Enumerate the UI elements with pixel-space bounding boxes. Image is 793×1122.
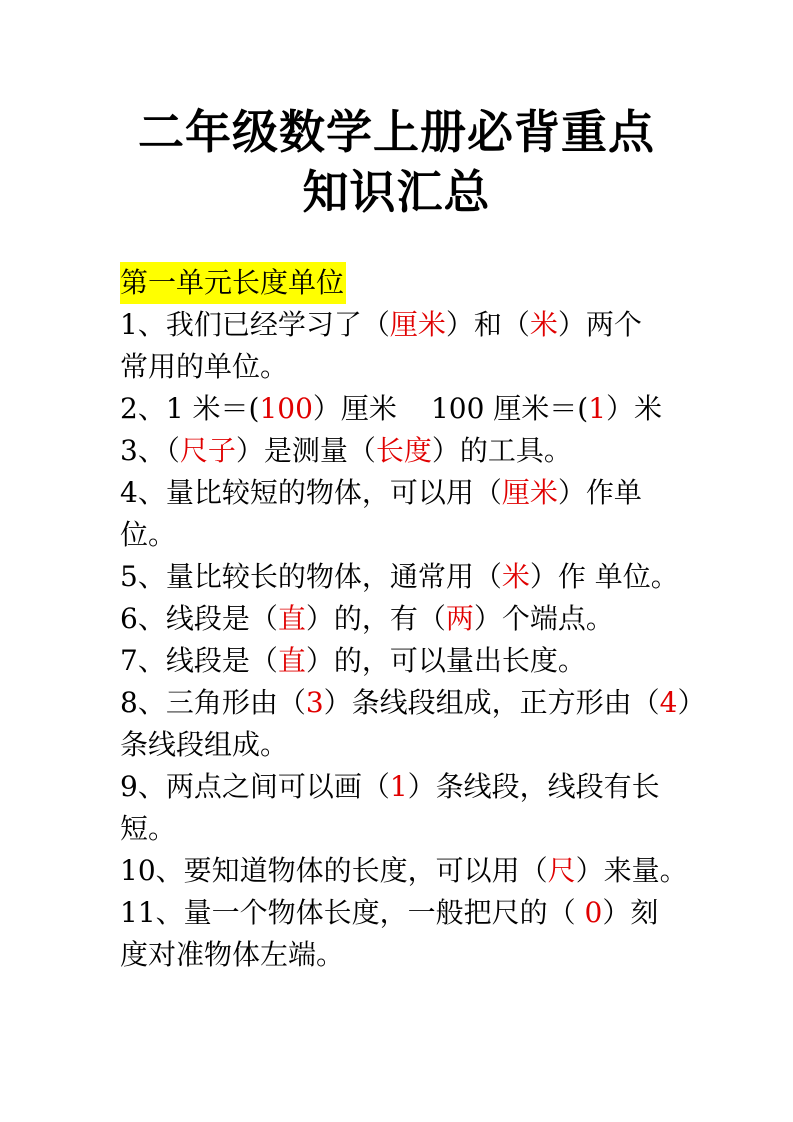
- item-2-text-a: 2、1 米＝(: [120, 392, 260, 425]
- item-2-text-c: ）厘米: [312, 392, 397, 425]
- item-1-answer-1: 厘米: [389, 308, 446, 341]
- item-2-text-f: ）米: [606, 392, 663, 425]
- item-1-text-a: 1、我们已经学习了（: [120, 308, 390, 341]
- item-2-answer-2: 1: [588, 392, 607, 425]
- section-heading: 第一单元长度单位: [120, 262, 346, 304]
- item-8-answer-1: 3: [305, 686, 324, 719]
- item-7-answer-1: 直: [277, 644, 306, 677]
- item-9-text-c: ）条线段，线段有长: [407, 770, 660, 803]
- item-7-text-c: ）的，可以量出长度。: [305, 644, 586, 677]
- item-10-text-c: ）来量。: [575, 854, 688, 887]
- item-7-text-a: 7、线段是（: [120, 644, 278, 677]
- item-8-text-c: ）条线段组成，正方形由（: [323, 686, 660, 719]
- item-5-line: [120, 556, 680, 598]
- item-9-answer-1: 1: [389, 770, 408, 803]
- item-4-text-d: 位。: [120, 518, 177, 551]
- item-8-text-a: 8、三角形由（: [120, 686, 306, 719]
- item-6-text-e: ）个端点。: [473, 602, 614, 635]
- item-6-text-c: ）的，有（: [305, 602, 446, 635]
- item-2-line: [120, 388, 680, 430]
- item-8-text-f: 条线段组成。: [120, 728, 289, 761]
- item-4-answer-1: 厘米: [501, 476, 558, 509]
- item-6-answer-1: 直: [277, 602, 306, 635]
- item-3-line: [120, 430, 680, 472]
- item-6-line: [120, 598, 680, 640]
- item-10-text-a: 10、要知道物体的长度，可以用（: [120, 854, 548, 887]
- item-11-text-c: ）刻: [602, 896, 659, 929]
- document-title-line-2: 知识汇总: [302, 165, 491, 219]
- item-3-text-c: ）是测量（: [235, 434, 376, 467]
- item-2-text-d: 100 厘米＝(: [430, 392, 589, 425]
- item-1-text-f: 常用的单位。: [120, 350, 289, 383]
- item-8-line-1: [120, 682, 706, 724]
- item-4-line-2: [120, 514, 680, 556]
- item-1-line-2: [120, 346, 680, 388]
- item-11-text-a: 11、量一个物体长度，一般把尺的（: [120, 896, 585, 929]
- item-6-text-a: 6、线段是（: [120, 602, 278, 635]
- document-title-line-1: 二年级数学上册必背重点: [138, 105, 655, 159]
- item-11-line-2: [120, 934, 680, 976]
- item-4-line-1: [120, 472, 680, 514]
- item-2-answer-1: 100: [259, 392, 313, 425]
- item-11-text-d: 度对准物体左端。: [120, 938, 345, 971]
- item-10-answer-1: 尺: [547, 854, 576, 887]
- item-7-line: [120, 640, 680, 682]
- item-6-answer-2: 两: [445, 602, 474, 635]
- item-9-text-a: 9、两点之间可以画（: [120, 770, 390, 803]
- item-9-line-1: [120, 766, 680, 808]
- item-3-answer-2: 长度: [375, 434, 432, 467]
- item-5-answer-1: 米: [501, 560, 530, 593]
- item-5-text-c: ）作 单位。: [529, 560, 679, 593]
- item-1-text-e: ）两个: [557, 308, 642, 341]
- item-3-text-a: 3、（: [120, 434, 180, 467]
- item-3-answer-1: 尺子: [179, 434, 236, 467]
- item-3-text-e: ）的工具。: [431, 434, 572, 467]
- item-11-answer-1: 0: [584, 896, 603, 929]
- item-10-line: [120, 850, 688, 892]
- item-9-text-d: 短。: [120, 812, 177, 845]
- item-4-text-c: ）作单: [557, 476, 642, 509]
- item-1-answer-2: 米: [529, 308, 558, 341]
- section-heading-row: [120, 262, 680, 304]
- item-9-line-2: [120, 808, 680, 850]
- item-11-line-1: [120, 892, 680, 934]
- item-8-line-2: [120, 724, 680, 766]
- item-1-line-1: [120, 304, 680, 346]
- section-unit-1: [120, 262, 706, 976]
- item-5-text-a: 5、量比较长的物体，通常用（: [120, 560, 502, 593]
- item-4-text-a: 4、量比较短的物体，可以用（: [120, 476, 502, 509]
- item-1-text-c: ）和（: [445, 308, 530, 341]
- item-8-answer-2: 4: [659, 686, 678, 719]
- item-8-text-e: ）: [677, 686, 706, 719]
